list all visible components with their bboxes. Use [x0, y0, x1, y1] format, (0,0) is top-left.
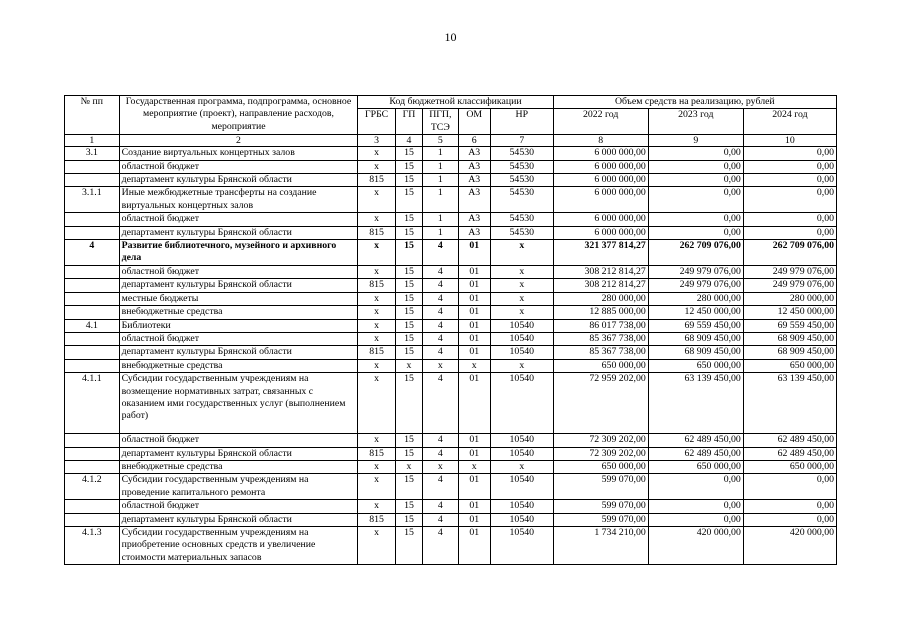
table-row — [65, 213, 837, 226]
row-om: х — [458, 359, 490, 372]
row-om: А3 — [458, 226, 490, 239]
header-y2022: 2022 год — [553, 109, 648, 135]
row-gp: 15 — [395, 526, 422, 564]
row-name: областной бюджет — [119, 434, 358, 447]
row-name: областной бюджет — [119, 213, 358, 226]
row-name: внебюджетные средства — [119, 306, 358, 319]
row-name: Субсидии государственным учреждениям на приобретение основных средств и увеличение стоимости материальных запасов — [119, 526, 358, 564]
row-name: департамент культуры Брянской области — [119, 279, 358, 292]
row-amount-2022: 6 000 000,00 — [553, 147, 648, 160]
row-amount-2023: 0,00 — [648, 174, 743, 187]
row-ppgp: 4 — [423, 513, 458, 526]
row-name: департамент культуры Брянской области — [119, 226, 358, 239]
header-nr: НР — [490, 109, 553, 135]
row-amount-2024: 262 709 076,00 — [743, 240, 836, 266]
row-ppgp: 4 — [423, 332, 458, 345]
row-number: 4.1.1 — [65, 373, 120, 434]
row-nr: 10540 — [490, 373, 553, 434]
row-amount-2022: 280 000,00 — [553, 292, 648, 305]
column-index-row — [65, 135, 837, 147]
row-om: 01 — [458, 346, 490, 359]
table-row — [65, 306, 837, 319]
table-row — [65, 500, 837, 513]
row-ppgp: 1 — [423, 147, 458, 160]
row-grbs: 815 — [358, 346, 395, 359]
column-index-1: 1 — [65, 135, 120, 147]
row-amount-2024: 0,00 — [743, 147, 836, 160]
row-amount-2024: 12 450 000,00 — [743, 306, 836, 319]
row-om: 01 — [458, 306, 490, 319]
row-amount-2023: 0,00 — [648, 147, 743, 160]
row-grbs: х — [358, 265, 395, 278]
row-amount-2024: 650 000,00 — [743, 460, 836, 473]
column-index-10: 10 — [743, 135, 836, 147]
row-grbs: 815 — [358, 226, 395, 239]
row-amount-2023: 650 000,00 — [648, 359, 743, 372]
row-amount-2023: 12 450 000,00 — [648, 306, 743, 319]
row-om: х — [458, 460, 490, 473]
row-amount-2024: 69 559 450,00 — [743, 319, 836, 332]
row-om: 01 — [458, 474, 490, 500]
row-nr: х — [490, 359, 553, 372]
row-gp: х — [395, 460, 422, 473]
row-nr: 10540 — [490, 474, 553, 500]
row-om: 01 — [458, 434, 490, 447]
table-body — [65, 147, 837, 565]
row-amount-2023: 249 979 076,00 — [648, 279, 743, 292]
row-ppgp: 4 — [423, 447, 458, 460]
row-amount-2022: 85 367 738,00 — [553, 346, 648, 359]
row-amount-2024: 0,00 — [743, 187, 836, 213]
header-num: № пп — [65, 96, 120, 135]
row-amount-2023: 420 000,00 — [648, 526, 743, 564]
row-ppgp: 4 — [423, 306, 458, 319]
row-om: 01 — [458, 513, 490, 526]
row-amount-2024: 68 909 450,00 — [743, 332, 836, 345]
header-ppgp: ПГП, ТСЭ — [423, 109, 458, 135]
row-ppgp: 1 — [423, 187, 458, 213]
row-nr: х — [490, 460, 553, 473]
row-amount-2023: 63 139 450,00 — [648, 373, 743, 434]
row-nr: 10540 — [490, 447, 553, 460]
row-name: областной бюджет — [119, 500, 358, 513]
row-amount-2024: 63 139 450,00 — [743, 373, 836, 434]
row-grbs: 815 — [358, 513, 395, 526]
column-index-3: 3 — [358, 135, 395, 147]
row-amount-2024: 0,00 — [743, 174, 836, 187]
row-name: областной бюджет — [119, 332, 358, 345]
row-ppgp: 4 — [423, 292, 458, 305]
table-row — [65, 226, 837, 239]
row-amount-2024: 68 909 450,00 — [743, 346, 836, 359]
row-nr: 10540 — [490, 346, 553, 359]
row-nr: х — [490, 240, 553, 266]
row-amount-2022: 6 000 000,00 — [553, 187, 648, 213]
row-number — [65, 265, 120, 278]
row-name: департамент культуры Брянской области — [119, 174, 358, 187]
row-gp: 15 — [395, 265, 422, 278]
row-number — [65, 332, 120, 345]
row-number — [65, 434, 120, 447]
row-gp: 15 — [395, 306, 422, 319]
row-ppgp: 4 — [423, 279, 458, 292]
row-amount-2022: 1 734 210,00 — [553, 526, 648, 564]
row-grbs: х — [358, 434, 395, 447]
row-om: 01 — [458, 373, 490, 434]
row-amount-2023: 650 000,00 — [648, 460, 743, 473]
table-row — [65, 447, 837, 460]
row-amount-2024: 0,00 — [743, 513, 836, 526]
row-nr: 10540 — [490, 332, 553, 345]
row-name: Развитие библиотечного, музейного и архивного дела — [119, 240, 358, 266]
row-amount-2022: 6 000 000,00 — [553, 174, 648, 187]
row-nr: 54530 — [490, 226, 553, 239]
row-ppgp: 4 — [423, 319, 458, 332]
row-amount-2022: 86 017 738,00 — [553, 319, 648, 332]
row-grbs: х — [358, 160, 395, 173]
row-grbs: х — [358, 306, 395, 319]
row-om: 01 — [458, 292, 490, 305]
column-index-9: 9 — [648, 135, 743, 147]
row-gp: 15 — [395, 474, 422, 500]
row-number — [65, 160, 120, 173]
row-amount-2024: 0,00 — [743, 500, 836, 513]
row-ppgp: 1 — [423, 160, 458, 173]
row-grbs: х — [358, 240, 395, 266]
row-amount-2023: 0,00 — [648, 160, 743, 173]
row-gp: 15 — [395, 226, 422, 239]
row-amount-2024: 249 979 076,00 — [743, 265, 836, 278]
row-amount-2023: 68 909 450,00 — [648, 346, 743, 359]
row-number — [65, 513, 120, 526]
row-gp: 15 — [395, 160, 422, 173]
row-gp: 15 — [395, 147, 422, 160]
row-name: Библиотеки — [119, 319, 358, 332]
row-amount-2023: 68 909 450,00 — [648, 332, 743, 345]
row-gp: 15 — [395, 319, 422, 332]
row-amount-2022: 85 367 738,00 — [553, 332, 648, 345]
row-amount-2022: 308 212 814,27 — [553, 265, 648, 278]
row-om: 01 — [458, 526, 490, 564]
row-name: Иные межбюджетные трансферты на создание виртуальных концертных залов — [119, 187, 358, 213]
row-grbs: 815 — [358, 447, 395, 460]
table-row — [65, 359, 837, 372]
row-ppgp: 4 — [423, 474, 458, 500]
row-ppgp: 4 — [423, 346, 458, 359]
column-index-4: 4 — [395, 135, 422, 147]
row-ppgp: 1 — [423, 226, 458, 239]
row-grbs: х — [358, 213, 395, 226]
row-nr: 54530 — [490, 174, 553, 187]
column-index-7: 7 — [490, 135, 553, 147]
row-ppgp: 4 — [423, 373, 458, 434]
row-om: 01 — [458, 332, 490, 345]
row-ppgp: х — [423, 460, 458, 473]
row-om: А3 — [458, 147, 490, 160]
row-grbs: х — [358, 319, 395, 332]
row-nr: 10540 — [490, 513, 553, 526]
row-number — [65, 500, 120, 513]
row-amount-2022: 321 377 814,27 — [553, 240, 648, 266]
row-gp: х — [395, 359, 422, 372]
row-name: местные бюджеты — [119, 292, 358, 305]
row-amount-2022: 72 309 202,00 — [553, 434, 648, 447]
row-amount-2022: 6 000 000,00 — [553, 160, 648, 173]
row-name: Субсидии государственным учреждениям на проведение капитального ремонта — [119, 474, 358, 500]
row-grbs: х — [358, 526, 395, 564]
row-number — [65, 346, 120, 359]
row-amount-2024: 249 979 076,00 — [743, 279, 836, 292]
row-amount-2024: 0,00 — [743, 474, 836, 500]
row-amount-2024: 0,00 — [743, 213, 836, 226]
row-amount-2022: 12 885 000,00 — [553, 306, 648, 319]
table-row — [65, 279, 837, 292]
header-grbs: ГРБС — [358, 109, 395, 135]
table-row — [65, 474, 837, 500]
row-ppgp: х — [423, 359, 458, 372]
row-number — [65, 213, 120, 226]
row-amount-2023: 0,00 — [648, 500, 743, 513]
row-gp: 15 — [395, 213, 422, 226]
row-nr: 54530 — [490, 187, 553, 213]
row-om: 01 — [458, 447, 490, 460]
table-row — [65, 332, 837, 345]
row-number: 4.1 — [65, 319, 120, 332]
row-ppgp: 4 — [423, 265, 458, 278]
row-grbs: х — [358, 500, 395, 513]
row-nr: х — [490, 279, 553, 292]
row-amount-2023: 69 559 450,00 — [648, 319, 743, 332]
row-nr: х — [490, 292, 553, 305]
column-index-2: 2 — [119, 135, 358, 147]
row-amount-2023: 280 000,00 — [648, 292, 743, 305]
row-grbs: х — [358, 460, 395, 473]
row-amount-2024: 62 489 450,00 — [743, 434, 836, 447]
row-ppgp: 1 — [423, 213, 458, 226]
row-grbs: х — [358, 187, 395, 213]
row-amount-2022: 650 000,00 — [553, 460, 648, 473]
row-name: департамент культуры Брянской области — [119, 447, 358, 460]
row-om: 01 — [458, 279, 490, 292]
row-gp: 15 — [395, 187, 422, 213]
row-om: А3 — [458, 160, 490, 173]
row-name: областной бюджет — [119, 265, 358, 278]
row-nr: х — [490, 306, 553, 319]
row-gp: 15 — [395, 292, 422, 305]
row-ppgp: 4 — [423, 526, 458, 564]
header-om: ОМ — [458, 109, 490, 135]
row-ppgp: 4 — [423, 240, 458, 266]
row-number — [65, 359, 120, 372]
row-amount-2024: 280 000,00 — [743, 292, 836, 305]
row-name: областной бюджет — [119, 160, 358, 173]
row-amount-2023: 0,00 — [648, 474, 743, 500]
row-om: 01 — [458, 265, 490, 278]
row-name: Субсидии государственным учреждениям на возмещение нормативных затрат, связанных с оказанием ими государственных услуг (выполнением работ) — [119, 373, 358, 434]
column-index-8: 8 — [553, 135, 648, 147]
row-amount-2024: 62 489 450,00 — [743, 447, 836, 460]
row-grbs: х — [358, 373, 395, 434]
row-grbs: х — [358, 474, 395, 500]
header-y2023: 2023 год — [648, 109, 743, 135]
table-row — [65, 240, 837, 266]
table-row — [65, 147, 837, 160]
row-number: 4.1.3 — [65, 526, 120, 564]
row-om: 01 — [458, 240, 490, 266]
row-om: А3 — [458, 174, 490, 187]
header-volume-group: Объем средств на реализацию, рублей — [553, 96, 836, 109]
row-amount-2022: 72 309 202,00 — [553, 447, 648, 460]
row-gp: 15 — [395, 332, 422, 345]
row-gp: 15 — [395, 434, 422, 447]
row-nr: 54530 — [490, 160, 553, 173]
row-gp: 15 — [395, 373, 422, 434]
row-amount-2022: 599 070,00 — [553, 500, 648, 513]
row-number — [65, 279, 120, 292]
table-row — [65, 265, 837, 278]
row-om: А3 — [458, 187, 490, 213]
row-amount-2023: 249 979 076,00 — [648, 265, 743, 278]
row-number: 3.1.1 — [65, 187, 120, 213]
table-row — [65, 373, 837, 434]
row-om: 01 — [458, 319, 490, 332]
row-name: внебюджетные средства — [119, 359, 358, 372]
row-nr: 54530 — [490, 213, 553, 226]
row-number: 4.1.2 — [65, 474, 120, 500]
row-gp: 15 — [395, 279, 422, 292]
row-amount-2023: 0,00 — [648, 226, 743, 239]
row-number — [65, 460, 120, 473]
table-row — [65, 292, 837, 305]
column-index-6: 6 — [458, 135, 490, 147]
header-name: Государственная программа, подпрограмма, основное мероприятие (проект), направление расходов, мероприятие — [119, 96, 358, 135]
row-nr: 10540 — [490, 526, 553, 564]
row-number: 4 — [65, 240, 120, 266]
row-number — [65, 306, 120, 319]
table-row — [65, 319, 837, 332]
row-nr: 54530 — [490, 147, 553, 160]
row-name: Создание виртуальных концертных залов — [119, 147, 358, 160]
row-grbs: 815 — [358, 279, 395, 292]
row-amount-2022: 72 959 202,00 — [553, 373, 648, 434]
row-grbs: х — [358, 359, 395, 372]
row-gp: 15 — [395, 346, 422, 359]
row-name: департамент культуры Брянской области — [119, 346, 358, 359]
row-amount-2024: 0,00 — [743, 160, 836, 173]
row-nr: х — [490, 265, 553, 278]
row-amount-2024: 420 000,00 — [743, 526, 836, 564]
column-index-5: 5 — [423, 135, 458, 147]
row-name: внебюджетные средства — [119, 460, 358, 473]
row-gp: 15 — [395, 447, 422, 460]
table-row — [65, 460, 837, 473]
row-number — [65, 447, 120, 460]
row-om: А3 — [458, 213, 490, 226]
row-number — [65, 174, 120, 187]
row-nr: 10540 — [490, 434, 553, 447]
row-name: департамент культуры Брянской области — [119, 513, 358, 526]
table-row — [65, 160, 837, 173]
row-amount-2022: 308 212 814,27 — [553, 279, 648, 292]
row-om: 01 — [458, 500, 490, 513]
row-amount-2023: 0,00 — [648, 187, 743, 213]
row-amount-2022: 6 000 000,00 — [553, 226, 648, 239]
row-ppgp: 4 — [423, 500, 458, 513]
row-grbs: х — [358, 147, 395, 160]
row-gp: 15 — [395, 513, 422, 526]
table-row — [65, 174, 837, 187]
table-row — [65, 434, 837, 447]
row-amount-2022: 599 070,00 — [553, 513, 648, 526]
header-row-top — [65, 96, 837, 109]
row-amount-2022: 599 070,00 — [553, 474, 648, 500]
row-amount-2023: 62 489 450,00 — [648, 447, 743, 460]
row-grbs: 815 — [358, 174, 395, 187]
row-ppgp: 4 — [423, 434, 458, 447]
budget-table — [64, 95, 837, 565]
table-row — [65, 526, 837, 564]
row-amount-2023: 262 709 076,00 — [648, 240, 743, 266]
table-row — [65, 187, 837, 213]
row-amount-2023: 62 489 450,00 — [648, 434, 743, 447]
header-y2024: 2024 год — [743, 109, 836, 135]
row-number — [65, 292, 120, 305]
table-row — [65, 513, 837, 526]
row-number — [65, 226, 120, 239]
page-number: 10 — [444, 30, 457, 44]
row-amount-2022: 650 000,00 — [553, 359, 648, 372]
row-amount-2024: 0,00 — [743, 226, 836, 239]
row-grbs: х — [358, 332, 395, 345]
row-amount-2023: 0,00 — [648, 213, 743, 226]
row-amount-2023: 0,00 — [648, 513, 743, 526]
row-number: 3.1 — [65, 147, 120, 160]
header-code-group: Код бюджетной классификации — [358, 96, 553, 109]
row-gp: 15 — [395, 500, 422, 513]
row-nr: 10540 — [490, 500, 553, 513]
row-ppgp: 1 — [423, 174, 458, 187]
table-row — [65, 346, 837, 359]
row-amount-2022: 6 000 000,00 — [553, 213, 648, 226]
row-nr: 10540 — [490, 319, 553, 332]
header-gp: ГП — [395, 109, 422, 135]
row-gp: 15 — [395, 174, 422, 187]
row-gp: 15 — [395, 240, 422, 266]
row-amount-2024: 650 000,00 — [743, 359, 836, 372]
row-grbs: х — [358, 292, 395, 305]
